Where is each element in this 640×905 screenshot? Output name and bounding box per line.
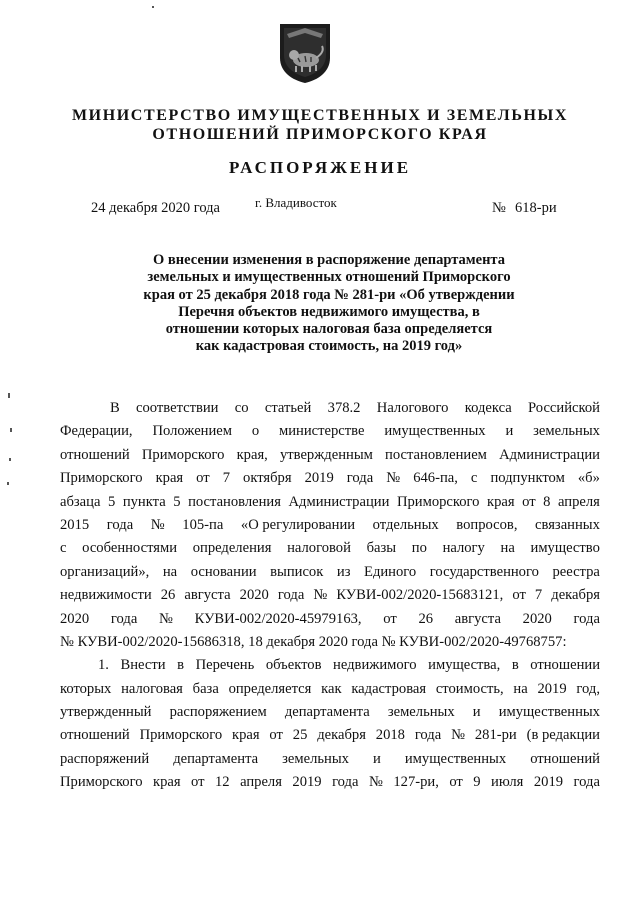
body-word: 2019 (533, 774, 564, 791)
body-line (60, 631, 600, 654)
body-word: 9 (473, 774, 481, 791)
body-word: земельных (387, 704, 455, 721)
body-word: организаций», (60, 563, 150, 580)
document-date: 24 декабря 2020 года (91, 200, 220, 216)
body-word: Федерации, (60, 423, 133, 440)
body-word: года (110, 610, 138, 627)
body-word: департамента (284, 704, 370, 721)
body-word: отношении (530, 657, 600, 674)
body-word: с (470, 470, 478, 487)
body-word: 5 (107, 493, 116, 510)
body-word: пункта (122, 493, 166, 510)
body-word: года (346, 470, 374, 487)
body-word: 2020 (522, 610, 552, 627)
body-word: 378.2 (327, 400, 361, 416)
document-city: г. Владивосток (255, 195, 337, 210)
body-line (60, 420, 600, 443)
body-word: утвержденным (279, 446, 373, 463)
body-word: налогу (442, 540, 485, 557)
paragraph-preamble (60, 397, 600, 631)
body-word: края (231, 727, 260, 744)
subject-line: земельных и имущественных отношений Приморского (147, 269, 511, 286)
body-word: имущественных (384, 423, 486, 440)
subject-line: края от 25 декабря 2018 года № 281-ри «Об утверждении (143, 286, 515, 303)
body-word: имущества, (428, 657, 501, 674)
body-word: постановлением (385, 446, 487, 463)
body-word: Налогового (376, 400, 449, 416)
body-word: 7 (534, 587, 543, 604)
body-word: земельных (533, 423, 600, 440)
body-word: 7 (222, 470, 230, 487)
body-word: 1. (98, 657, 109, 674)
body-word: декабря (317, 727, 366, 744)
body-word: № (368, 774, 383, 791)
body-line (60, 724, 600, 747)
body-word: 646-па, (413, 470, 458, 487)
body-word: которых (60, 680, 112, 697)
subject-line: Перечня объектов недвижимого имущества, в (178, 303, 480, 320)
body-word: 26 (418, 610, 434, 627)
body-word: № (313, 587, 328, 604)
body-word: «О регулировании (240, 516, 356, 533)
body-word: кадастровая (351, 680, 427, 697)
body-word: вопросов, (456, 516, 518, 533)
subject-line: отношении которых налоговая база определяется (165, 321, 493, 338)
body-word: Приморского (396, 493, 480, 510)
document-subject (120, 252, 538, 356)
body-word: от (449, 774, 463, 791)
body-word: Приморского (60, 470, 143, 487)
body-word: Перечень (195, 657, 255, 674)
body-word: Внести (120, 657, 166, 674)
paragraph-item-1 (60, 654, 600, 794)
body-word: кодекса (464, 400, 512, 416)
body-word: определяется (228, 680, 312, 697)
body-word: КУВИ-002/2020-45979163, (194, 610, 362, 627)
body-word: Единого (364, 563, 417, 580)
body-word: недвижимого (333, 657, 417, 674)
body-word: и (505, 423, 514, 440)
body-word: «б» (577, 470, 600, 487)
body-word: от (196, 470, 210, 487)
body-word: года (573, 610, 600, 627)
body-word: августа (184, 587, 231, 604)
body-word: и (472, 704, 481, 721)
body-word: года (277, 587, 305, 604)
ministry-name-line-2: ОТНОШЕНИЙ ПРИМОРСКОГО КРАЯ (152, 126, 488, 143)
body-word: реестра (552, 563, 600, 580)
body-line (60, 537, 600, 560)
body-word: департамента (173, 750, 259, 767)
body-word: выписок (270, 563, 324, 580)
body-word: Приморского (60, 774, 143, 791)
body-word: Администрации (288, 493, 390, 510)
body-word: объектов (265, 657, 322, 674)
body-word: министерстве (279, 423, 365, 440)
body-word: декабря (551, 587, 600, 604)
body-word: 281-ри (474, 727, 517, 744)
body-word: база (192, 680, 219, 697)
body-word: Российской (528, 400, 600, 416)
body-word: со (234, 400, 249, 416)
body-word: октября (243, 470, 292, 487)
body-word: государственного (429, 563, 539, 580)
body-word: 105-па (182, 516, 224, 533)
document-number-sign: № (492, 200, 506, 216)
body-word: 127-ри, (393, 774, 439, 791)
body-word: на (500, 540, 515, 557)
body-word: августа (454, 610, 501, 627)
body-word: года (414, 727, 442, 744)
body-line (60, 467, 600, 490)
body-word: 2018 (375, 727, 405, 744)
body-line (60, 397, 600, 420)
body-word: соответствии (136, 400, 219, 416)
body-word: № (159, 610, 173, 627)
body-word: апреля (558, 493, 600, 510)
body-word: распоряжений (60, 750, 150, 767)
body-word: от (522, 493, 536, 510)
ministry-name-line-1: МИНИСТЕРСТВО ИМУЩЕСТВЕННЫХ И ЗЕМЕЛЬНЫХ (71, 107, 569, 124)
body-word: отношений (60, 727, 130, 744)
body-line (60, 561, 600, 584)
scan-speck (152, 6, 154, 8)
body-line-text: № КУВИ-002/2020-15686318, 18 декабря 2020 года № КУВИ-002/2020-49768757: (60, 633, 567, 650)
body-word: отношений (60, 446, 130, 463)
body-line (60, 654, 600, 677)
scan-speck (7, 482, 9, 485)
body-line (60, 678, 600, 701)
body-word: Приморского (139, 727, 223, 744)
body-word: стоимость, (435, 680, 504, 697)
body-word: утвержденный (60, 704, 152, 721)
body-word: налоговой (287, 540, 351, 557)
body-line (60, 608, 600, 631)
body-word: основании (190, 563, 257, 580)
body-word: по (411, 540, 427, 557)
body-word: № (150, 516, 165, 533)
body-word: в (177, 657, 185, 674)
body-word: как (321, 680, 342, 697)
body-word: апреля (240, 774, 282, 791)
body-word: № (386, 470, 401, 487)
body-word: края (487, 493, 515, 510)
body-word: и (373, 750, 381, 767)
body-word: налоговая (121, 680, 183, 697)
body-word: 26 (160, 587, 176, 604)
body-word: имущество (530, 540, 600, 557)
document-number: 618-ри (515, 200, 557, 216)
body-word: Администрации (499, 446, 600, 463)
body-word: имущественных (498, 704, 600, 721)
body-word: 2019 (292, 774, 322, 791)
body-word: о (251, 423, 260, 440)
body-word: 2019 (304, 470, 334, 487)
body-word: подпунктом (490, 470, 565, 487)
body-word: 8 (543, 493, 551, 510)
body-word: базы (366, 540, 397, 557)
body-word: имущественных (404, 750, 507, 767)
body-word: земельных (282, 750, 349, 767)
body-word: (в редакции (526, 727, 600, 744)
subject-line: О внесении изменения в распоряжение департамента (153, 252, 505, 268)
body-word: края (155, 470, 184, 487)
body-word: края (153, 774, 181, 791)
body-word: от (191, 774, 205, 791)
body-word: в (511, 657, 519, 674)
body-line (60, 491, 600, 514)
body-word: с (60, 540, 67, 557)
body-word: статьей (264, 400, 312, 416)
body-word: 2020 (60, 610, 90, 627)
body-line (60, 584, 600, 607)
document-type-title: РАСПОРЯЖЕНИЕ (228, 158, 412, 177)
body-word: связанных (535, 516, 600, 533)
body-word: из (336, 563, 351, 580)
body-word: недвижимости (60, 587, 152, 604)
body-line (60, 748, 600, 771)
body-word: КУВИ-002/2020-15683121, (336, 587, 504, 604)
body-word: 5 (173, 493, 181, 510)
body-word: определения (192, 540, 272, 557)
body-word: 12 (215, 774, 230, 791)
body-word: на (162, 563, 178, 580)
scan-speck (10, 428, 12, 432)
body-line (60, 771, 600, 794)
scan-speck (9, 458, 11, 461)
body-word: Положением (152, 423, 232, 440)
body-word: постановления (188, 493, 281, 510)
body-word: год, (576, 680, 600, 697)
body-word: года (332, 774, 359, 791)
body-word: распоряжением (169, 704, 267, 721)
document-body (60, 397, 600, 795)
body-word: 2020 (239, 587, 269, 604)
coat-of-arms-emblem (278, 22, 332, 84)
body-line (60, 701, 600, 724)
body-word: отношений (530, 750, 600, 767)
body-word: края, (236, 446, 268, 463)
body-word: года (106, 516, 134, 533)
body-word: на (513, 680, 528, 697)
body-word: В (110, 400, 120, 416)
body-line (60, 444, 600, 467)
body-word: года (573, 774, 600, 791)
body-word: 25 (292, 727, 308, 744)
body-word: абзаца (60, 493, 101, 510)
scan-speck (8, 393, 10, 398)
body-word: № (451, 727, 466, 744)
body-word: от (269, 727, 283, 744)
body-line (60, 514, 600, 537)
body-word: от (512, 587, 526, 604)
body-word: 2019 (537, 680, 567, 697)
body-word: Приморского (141, 446, 225, 463)
body-word: июля (491, 774, 524, 791)
body-word: отдельных (372, 516, 439, 533)
body-word: от (383, 610, 397, 627)
body-word: особенностями (82, 540, 178, 557)
body-word: 2015 (60, 516, 90, 533)
subject-line: как кадастровая стоимость, на 2019 год» (195, 338, 463, 355)
